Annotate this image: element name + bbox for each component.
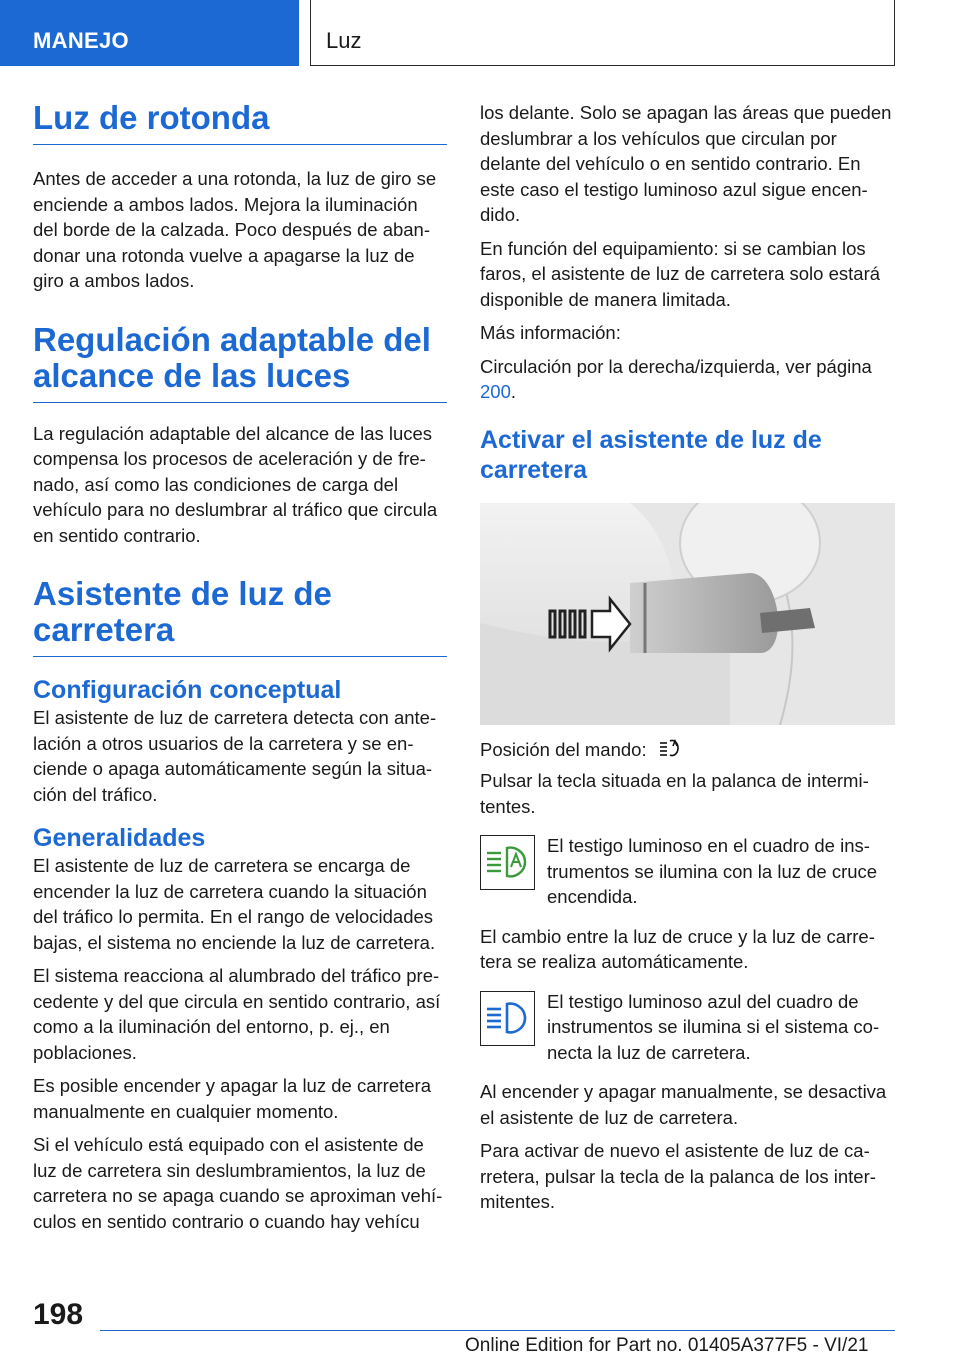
high-beam-assist-green-icon: [480, 835, 535, 890]
heading-activar: Activar el asistente de luz de carretera: [480, 425, 822, 484]
paragraph-posicion: [480, 737, 895, 763]
circulacion-end: .: [510, 381, 517, 402]
lever-illustration: [480, 503, 895, 725]
right-column: [480, 100, 895, 1215]
paragraph-manual: Al encender y apagar manualmente, se desactiva el asistente de luz de carretera.: [480, 1081, 887, 1128]
footer-divider: [100, 1330, 895, 1331]
circulacion-text: Circulación por la derecha/izquierda, ver página: [480, 355, 872, 377]
posicion-text: Posición del mando:: [480, 738, 647, 760]
high-beam-blue-icon: [480, 991, 535, 1046]
heading-asistente: Asistente de luz de carretera: [33, 576, 447, 657]
paragraph-cambio: El cambio entre la luz de cruce y la luz de carretera se realiza automáticamente.: [480, 925, 875, 972]
paragraph-generalidades-3: Es posible encender y apagar la luz de carretera manualmente en cualquier momento.: [33, 1075, 431, 1122]
paragraph-generalidades-1: El asistente de luz de carretera se encarga de encender la luz de carretera cuando la situación del tráfico lo permita. En el rango de velocidades bajas, el sistema no enciende la luz de carretera.: [33, 855, 436, 953]
chapter-title: Luz: [310, 0, 895, 66]
paragraph-generalidades-2: El sistema reacciona al alumbrado del tráfico precedente y del que circula en sentido contrario, así como a la iluminación del entorno, p. ej., en poblaciones.: [33, 965, 441, 1063]
paragraph-testigo-verde: El testigo luminoso en el cuadro de instrumentos se ilumina con la luz de cruce encendida.: [547, 835, 878, 907]
paragraph-regulacion: La regulación adaptable del alcance de las luces compensa los procesos de aceleración y de frenado, así como las condiciones de carga del vehículo para no deslumbrar al tráfico que circula en sentido contrario.: [33, 422, 438, 546]
heading-luz-rotonda: Luz de rotonda: [33, 100, 447, 145]
indicator-blue-row: [480, 989, 895, 1066]
paragraph-continuacion: los delante. Solo se apagan las áreas que pueden deslumbrar a los vehículos que circulan por delante del vehículo o en sentido contrario. En este caso el testigo luminoso azul sigue encendido.: [480, 102, 892, 225]
heading-generalidades: Generalidades: [33, 824, 206, 852]
indicator-green-row: [480, 833, 895, 910]
paragraph-circulacion: [480, 354, 895, 405]
paragraph-generalidades-4: Si el vehículo está equipado con el asistente de luz de carretera sin deslumbramientos, la luz de carretera no se apaga cuando se aproximan vehículos en sentido contrario o cuando hay vehícu: [33, 1134, 443, 1232]
paragraph-pulsar: Pulsar la tecla situada en la palanca de intermitentes.: [480, 770, 869, 817]
left-column: [33, 100, 447, 1234]
heading-configuracion: Configuración conceptual: [33, 676, 342, 704]
paragraph-testigo-azul: El testigo luminoso azul del cuadro de instrumentos se ilumina si el sistema conecta la luz de carretera.: [547, 990, 880, 1063]
paragraph-equipamiento: En función del equipamiento: si se cambian los faros, el asistente de luz de carretera solo estará disponible de manera limitada.: [480, 237, 881, 310]
paragraph-rotonda: Antes de acceder a una rotonda, la luz de giro se enciende a ambos lados. Mejora la iluminación del borde de la calzada. Poco después de abandonar una rotonda vuelve a apagarse la luz de giro a ambos lados.: [33, 168, 437, 291]
edition-note: Online Edition for Part no. 01405A377F5 - VI/21: [465, 1335, 869, 1356]
paragraph-configuracion: El asistente de luz de carretera detecta con antelación a otros usuarios de la carretera y se enciende o apaga automáticamente según la situación del tráfico.: [33, 707, 437, 805]
page-link[interactable]: 200: [480, 381, 511, 402]
high-beam-assist-lever-icon: [658, 737, 684, 759]
heading-regulacion: Regulación adaptable del alcance de las luces: [33, 322, 447, 403]
paragraph-reactivar: Para activar de nuevo el asistente de luz de carretera, pulsar la tecla de la palanca de los intermitentes.: [480, 1140, 876, 1212]
section-tab: MANEJO: [0, 0, 299, 66]
lever-photo: [480, 503, 895, 725]
page-number: 198: [33, 1298, 84, 1331]
paragraph-mas-informacion: Más información:: [480, 322, 621, 343]
